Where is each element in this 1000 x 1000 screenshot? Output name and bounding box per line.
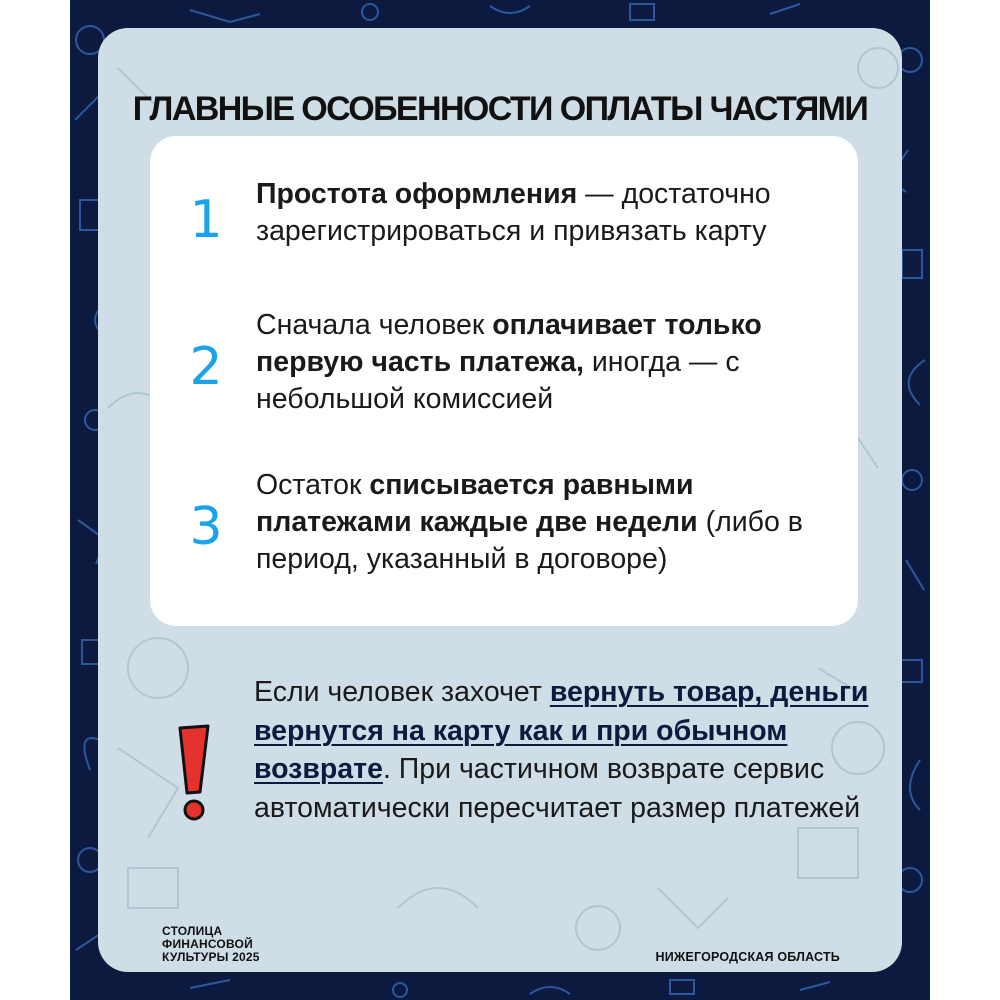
exclamation-icon <box>176 724 212 824</box>
frame-background <box>70 0 930 1000</box>
return-note <box>254 673 874 827</box>
item-text-normal: Сначала человек <box>256 309 493 341</box>
item-number: 1 <box>189 190 223 250</box>
page-title: ГЛАВНЫЕ ОСОБЕННОСТИ ОПЛАТЫ ЧАСТЯМИ <box>132 90 868 128</box>
item-number: 2 <box>189 337 223 397</box>
item-text-normal: — достаточно зарегистрироваться и привязать карту <box>256 178 771 247</box>
logo-line: КУЛЬТУРЫ 2025 <box>162 950 260 964</box>
item-text-normal: (либо в период, указанный в договоре) <box>256 506 803 575</box>
brand-logo-text <box>162 925 312 964</box>
logo-line: ФИНАНСОВОЙ <box>162 937 253 951</box>
note-text-link: вернуть товар, деньги вернутся на карту как и при обычном возврате <box>254 676 869 785</box>
features-list <box>150 136 858 626</box>
region-label: НИЖЕГОРОДСКАЯ ОБЛАСТЬ <box>655 950 840 964</box>
item-number: 3 <box>189 497 223 557</box>
item-text <box>256 307 856 418</box>
content-card <box>98 28 902 972</box>
item-text <box>256 176 856 250</box>
item-text-bold: Простота оформления <box>256 178 578 210</box>
item-text-normal: Остаток <box>256 469 370 501</box>
note-text-normal: . При частичном возврате сервис автоматически пересчитает размер платежей <box>254 753 861 824</box>
item-text <box>256 467 856 578</box>
item-text-bold: оплачивает только первую часть платежа, <box>256 309 762 378</box>
item-text-bold: списывается равными платежами каждые две недели <box>256 469 698 538</box>
item-text-normal: иногда — с небольшой комиссией <box>256 346 740 415</box>
note-text-normal: Если человек захочет <box>254 676 550 708</box>
logo-line: СТОЛИЦА <box>162 924 223 938</box>
